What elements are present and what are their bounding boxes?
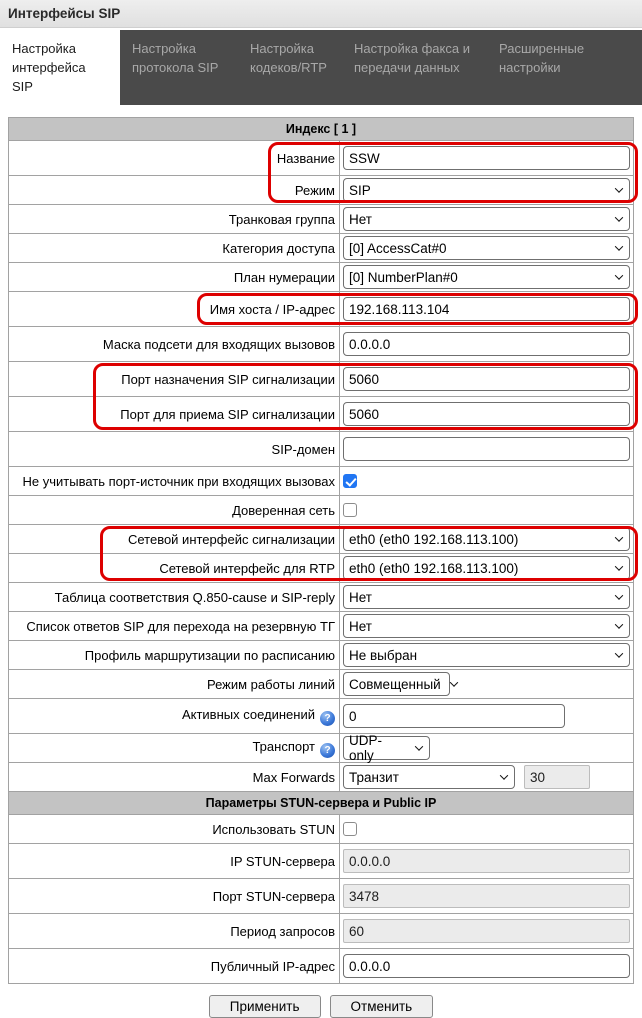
field-label: SIP-домен: [271, 441, 335, 457]
chevron-down-icon: [449, 678, 457, 686]
field-label: Транковая группа: [228, 211, 335, 227]
field-label: Сетевой интерфейс для RTP: [159, 560, 335, 576]
numbering-plan-select[interactable]: [343, 265, 630, 289]
form-row: [9, 496, 634, 525]
selected-value: eth0 (eth0 192.168.113.100): [349, 531, 519, 547]
name-input[interactable]: [343, 146, 630, 170]
chevron-down-icon: [500, 771, 508, 779]
selected-value: [0] AccessCat#0: [349, 240, 447, 256]
form-row: [9, 327, 634, 362]
form-row: [9, 397, 634, 432]
form-row: [9, 699, 634, 734]
field-label: Публичный IP-адрес: [210, 958, 335, 974]
tab-sip-protocol-settings[interactable]: Настройка протокола SIP: [132, 41, 219, 75]
field-label: Не учитывать порт-источник при входящих вызовах: [22, 473, 335, 489]
chevron-down-icon: [415, 742, 423, 750]
sip-dest-port-input[interactable]: [343, 367, 630, 391]
signaling-interface-select[interactable]: [343, 527, 630, 551]
field-label: Транспорт: [252, 738, 315, 754]
sip-recv-port-input[interactable]: [343, 402, 630, 426]
field-label: Порт назначения SIP сигнализации: [121, 371, 335, 387]
form-row: [9, 467, 634, 496]
form-row: [9, 844, 634, 879]
host-ip-input[interactable]: [343, 297, 630, 321]
selected-value: UDP-only: [349, 733, 382, 763]
field-label: IP STUN-сервера: [230, 853, 335, 869]
tab-bar: [0, 30, 642, 105]
form-row: [9, 263, 634, 292]
selected-value: SIP: [349, 182, 371, 198]
public-ip-input[interactable]: [343, 954, 630, 978]
trusted-network-checkbox[interactable]: [343, 503, 357, 517]
form-row: [9, 763, 634, 792]
form-actions: [0, 995, 642, 1018]
field-label: Использовать STUN: [212, 821, 335, 837]
request-period-input: [343, 919, 630, 943]
max-forwards-value-input: [524, 765, 590, 789]
field-label: Список ответов SIP для перехода на резервную ТГ: [26, 618, 335, 634]
mode-select[interactable]: [343, 178, 630, 202]
field-label: Категория доступа: [222, 240, 335, 256]
field-label: Таблица соответствия Q.850-cause и SIP-reply: [54, 589, 335, 605]
chevron-down-icon: [615, 213, 623, 221]
form-row: [9, 670, 634, 699]
selected-value: Не выбран: [349, 647, 418, 663]
field-label: Активных соединений: [181, 706, 315, 722]
stun-server-ip-input: [343, 849, 630, 873]
form-row: [9, 362, 634, 397]
form-row: [9, 734, 634, 763]
line-mode-select[interactable]: [343, 672, 450, 696]
selected-value: Совмещенный: [349, 676, 441, 692]
form-row: [9, 234, 634, 263]
form-row: [9, 205, 634, 234]
section-header-index: Индекс [ 1 ]: [9, 118, 634, 141]
form-row: [9, 949, 634, 984]
section-header-stun: Параметры STUN-сервера и Public IP: [9, 792, 634, 815]
transport-select[interactable]: [343, 733, 430, 763]
form-row: [9, 914, 634, 949]
help-icon[interactable]: ?: [320, 711, 335, 726]
page-title: Интерфейсы SIP: [8, 6, 121, 21]
field-label: Профиль маршрутизации по расписанию: [84, 647, 335, 663]
field-label: План нумерации: [233, 269, 335, 285]
sip-domain-input[interactable]: [343, 437, 630, 461]
field-label: Режим: [294, 182, 335, 198]
max-forwards-select[interactable]: [343, 765, 515, 789]
chevron-down-icon: [615, 271, 623, 279]
selected-value: [0] NumberPlan#0: [349, 269, 458, 285]
form-row: [9, 525, 634, 554]
field-label: Сетевой интерфейс сигнализации: [127, 531, 335, 547]
tab-advanced-settings[interactable]: Расширенные настройки: [499, 41, 585, 75]
apply-button[interactable]: Применить: [209, 995, 321, 1018]
cancel-button[interactable]: Отменить: [330, 995, 434, 1018]
selected-value: Нет: [349, 589, 372, 605]
help-icon[interactable]: ?: [320, 743, 335, 758]
incoming-subnet-mask-input[interactable]: [343, 332, 630, 356]
chevron-down-icon: [615, 649, 623, 657]
page-header: [0, 0, 642, 28]
sip-failover-responses-select[interactable]: [343, 614, 630, 638]
tab-sip-interface-settings[interactable]: Настройка интерфейса SIP: [0, 30, 120, 105]
trunk-group-select[interactable]: [343, 207, 630, 231]
sip-interface-form: [8, 117, 634, 984]
stun-server-port-input: [343, 884, 630, 908]
field-label: Порт STUN-сервера: [212, 888, 335, 904]
tab-codecs-rtp-settings[interactable]: Настройка кодеков/RTP: [250, 41, 327, 75]
field-label: Имя хоста / IP-адрес: [209, 301, 335, 317]
selected-value: Нет: [349, 211, 372, 227]
chevron-down-icon: [615, 242, 623, 250]
form-row: [9, 612, 634, 641]
chevron-down-icon: [615, 184, 623, 192]
chevron-down-icon: [615, 533, 623, 541]
field-label: Порт для приема SIP сигнализации: [120, 406, 335, 422]
chevron-down-icon: [615, 620, 623, 628]
tab-fax-data-settings[interactable]: Настройка факса и передачи данных: [354, 41, 470, 75]
field-label: Название: [276, 150, 335, 166]
form-row: [9, 176, 634, 205]
form-row: [9, 554, 634, 583]
chevron-down-icon: [615, 562, 623, 570]
form-row: [9, 292, 634, 327]
field-label: Маска подсети для входящих вызовов: [102, 336, 335, 352]
selected-value: Нет: [349, 618, 372, 634]
field-label: Max Forwards: [252, 769, 335, 785]
form-row: [9, 879, 634, 914]
field-label: Период запросов: [230, 923, 335, 939]
form-row: [9, 815, 634, 844]
selected-value: eth0 (eth0 192.168.113.100): [349, 560, 519, 576]
selected-value: Транзит: [349, 769, 399, 785]
form-row: [9, 641, 634, 670]
chevron-down-icon: [615, 591, 623, 599]
ignore-source-port-checkbox[interactable]: [343, 474, 357, 488]
form-row: [9, 141, 634, 176]
field-label: Режим работы линий: [206, 676, 335, 692]
field-label: Доверенная сеть: [232, 502, 335, 518]
form-row: [9, 583, 634, 612]
schedule-routing-profile-select[interactable]: [343, 643, 630, 667]
q850-sip-reply-table-select[interactable]: [343, 585, 630, 609]
use-stun-checkbox[interactable]: [343, 822, 357, 836]
access-category-select[interactable]: [343, 236, 630, 260]
rtp-interface-select[interactable]: [343, 556, 630, 580]
form-row: [9, 432, 634, 467]
active-connections-input[interactable]: [343, 704, 565, 728]
